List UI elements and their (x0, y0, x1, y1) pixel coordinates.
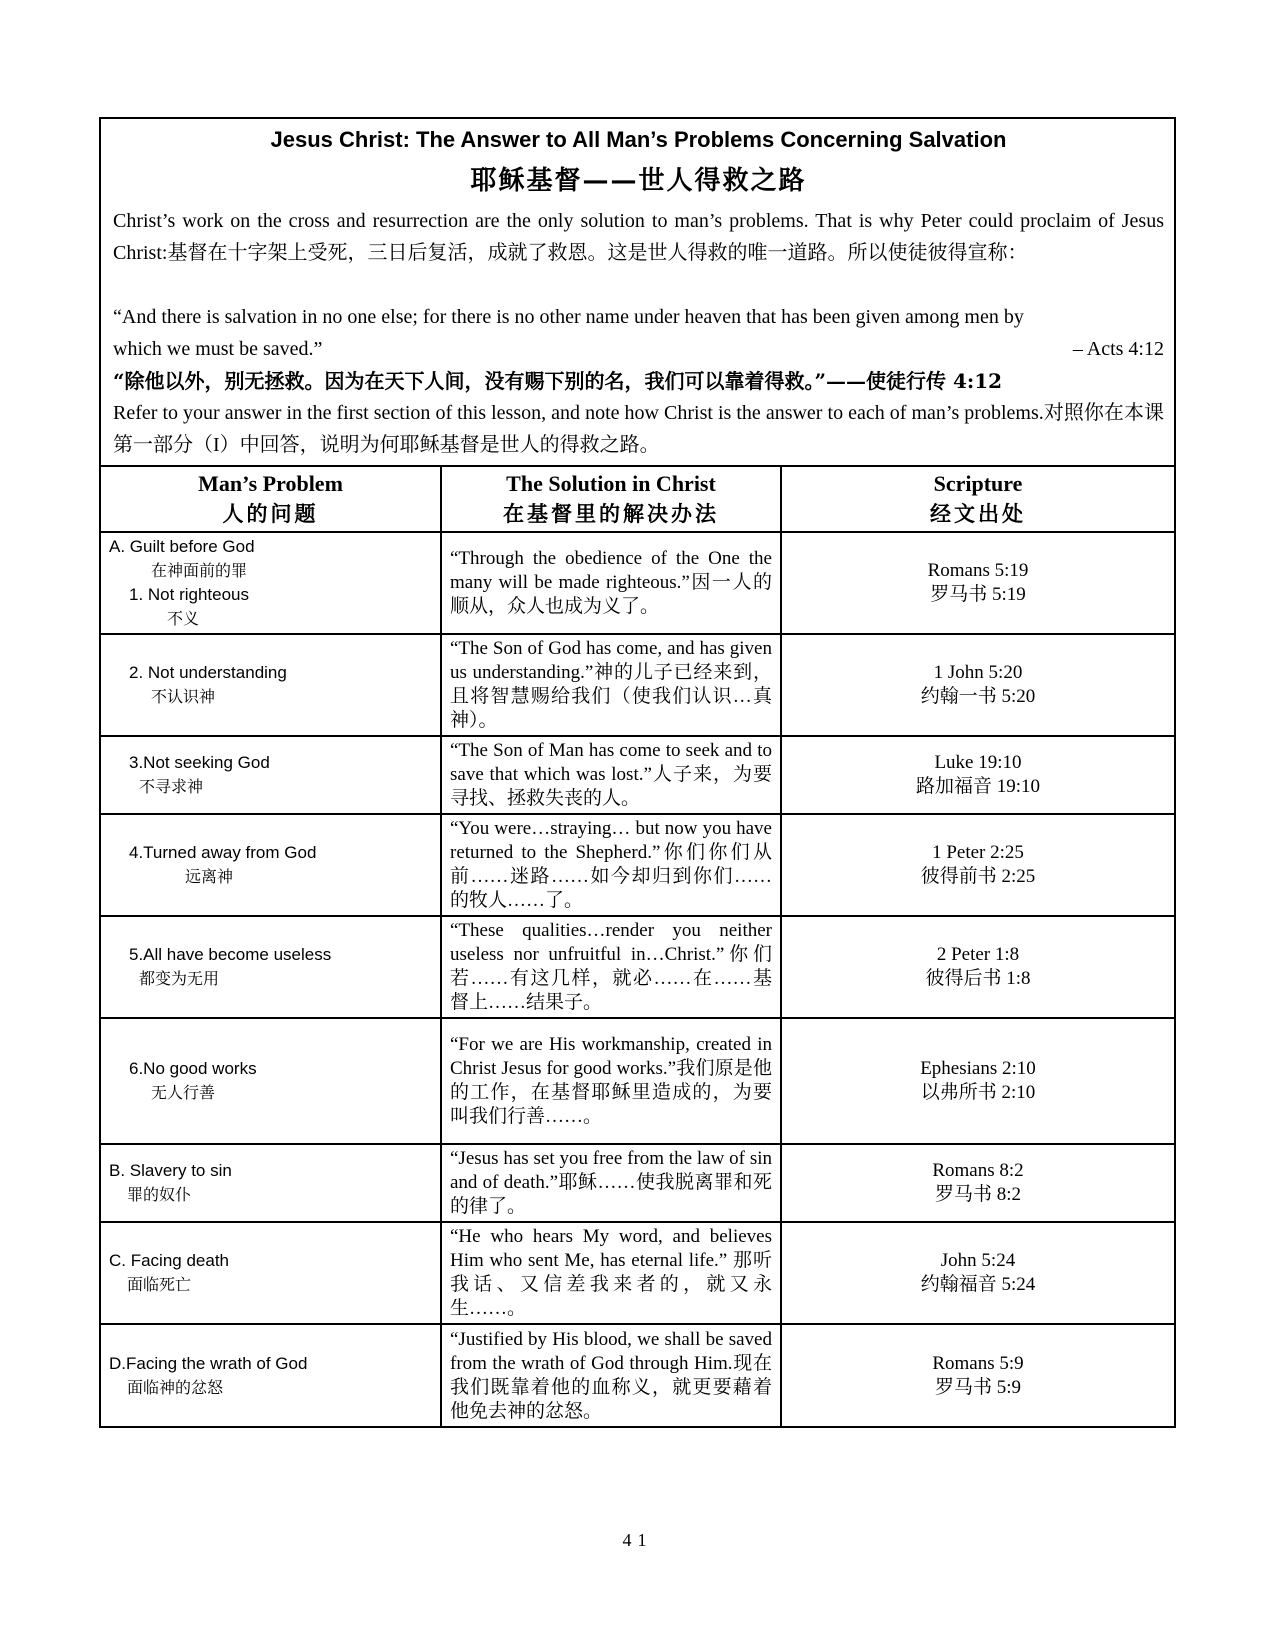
problem-main-zh: 在神面前的罪 (151, 561, 248, 580)
problem-cell (101, 814, 441, 916)
solution-cell: “The Son of God has come, and has given us understanding.”神的儿子已经来到，且将智慧赐给我们（使我们认识…真神）。 (441, 634, 781, 736)
problem-cell (101, 916, 441, 1018)
quote-english-line2-row (113, 333, 1164, 365)
solution-cell: “The Son of Man has come to seek and to save that which was lost.”人子来，为要寻找、拯救失丧的人。 (441, 736, 781, 814)
solution-cell: “Jesus has set you free from the law of sin and of death.”耶稣……使我脱离罪和死的律了。 (441, 1144, 781, 1222)
table-header-row (101, 466, 1174, 532)
scripture-cell (781, 1324, 1174, 1426)
scripture-zh: 以弗所书 2:10 (920, 1082, 1036, 1103)
scripture-zh: 路加福音 19:10 (915, 776, 1041, 797)
problem-sub-zh: 都变为无用 (139, 969, 220, 988)
table-row (101, 1324, 1174, 1426)
scripture-en: Ephesians 2:10 (920, 1058, 1036, 1079)
problem-sub-zh: 不义 (167, 609, 200, 628)
header-solution-en: The Solution in Christ (506, 471, 716, 496)
problem-cell (101, 634, 441, 736)
problem-sub-zh: 远离神 (185, 867, 234, 886)
quote-reference: – Acts 4:12 (1072, 338, 1164, 360)
header-solution-zh: 在基督里的解决办法 (503, 501, 719, 526)
problem-main-zh: 罪的奴仆 (127, 1185, 192, 1204)
header-section (101, 119, 1174, 465)
table-row (101, 814, 1174, 916)
page-frame (99, 117, 1176, 1428)
header-problem (101, 466, 441, 532)
solution-cell: “Justified by His blood, we shall be saved from the wrath of God through Him.现在我们既靠着他的血称义，就更要藉着他免去神的忿怒。 (441, 1324, 781, 1426)
table-row (101, 532, 1174, 634)
scripture-cell (781, 736, 1174, 814)
scripture-en: 1 Peter 2:25 (932, 842, 1024, 863)
problems-table (101, 465, 1174, 1426)
problem-sub: 2. Not understanding (129, 663, 287, 682)
title-chinese: 耶稣基督——世人得救之路 (470, 166, 807, 196)
header-problem-en: Man’s Problem (198, 471, 343, 496)
solution-cell: “For we are His workmanship, created in Christ Jesus for good works.”我们原是他的工作，在基督耶稣里造成的，为要叫我们行善……。 (441, 1018, 781, 1144)
scripture-en: Romans 5:9 (932, 1352, 1024, 1374)
table-row (101, 634, 1174, 736)
header-solution (441, 466, 781, 532)
problem-main: A. Guilt before God (109, 537, 255, 556)
scripture-zh: 彼得后书 1:8 (925, 968, 1031, 989)
quote-english-line2: which we must be saved.” (113, 338, 323, 360)
problem-main: D.Facing the wrath of God (109, 1353, 308, 1373)
solution-cell: “He who hears My word, and believes Him who sent Me, has eternal life.” 那听我话、又信差我来者的，就又永生……。 (441, 1222, 781, 1324)
scripture-cell (781, 1018, 1174, 1144)
table-row (101, 916, 1174, 1018)
scripture-zh: 罗马书 8:2 (934, 1184, 1022, 1205)
intro-paragraph: Christ’s work on the cross and resurrection are the only solution to man’s problems. That is why Peter could proclaim of Jesus Christ:基督在十字架上受死，三日后复活，成就了救恩。这是世人得救的唯一道路。所以使徒彼得宣称： (113, 210, 1164, 264)
scripture-en: Romans 8:2 (932, 1160, 1024, 1181)
page-number: 41 (622, 1530, 653, 1550)
scripture-en: Romans 5:19 (927, 560, 1029, 581)
header-scripture-en: Scripture (933, 471, 1023, 496)
header-problem-zh: 人的问题 (222, 501, 319, 526)
problem-cell (101, 1324, 441, 1426)
scripture-en: Luke 19:10 (934, 752, 1022, 773)
scripture-en: 2 Peter 1:8 (936, 944, 1020, 965)
table-row (101, 1222, 1174, 1324)
scripture-cell (781, 634, 1174, 736)
scripture-en: 1 John 5:20 (933, 662, 1023, 683)
problem-sub: 4.Turned away from God (129, 843, 317, 862)
problem-main: B. Slavery to sin (109, 1161, 232, 1180)
scripture-cell (781, 916, 1174, 1018)
scripture-zh: 约翰福音 5:24 (920, 1274, 1036, 1295)
title-english: Jesus Christ: The Answer to All Man’s Problems Concerning Salvation (270, 127, 1007, 152)
problem-main-zh: 面临死亡 (127, 1275, 192, 1294)
problem-sub-zh: 无人行善 (151, 1083, 216, 1102)
problem-cell (101, 532, 441, 634)
instruction-paragraph: Refer to your answer in the first section of this lesson, and note how Christ is the answer to each of man’s problems.对照你在本课第一部分（I）中回答，说明为何耶稣基督是世人的得救之路。 (113, 402, 1164, 456)
scripture-zh: 约翰一书 5:20 (920, 686, 1036, 707)
scripture-en: John 5:24 (940, 1250, 1016, 1271)
scripture-cell (781, 1144, 1174, 1222)
problem-sub: 6.No good works (129, 1059, 257, 1078)
problem-cell (101, 736, 441, 814)
problem-sub: 1. Not righteous (129, 585, 250, 604)
problem-cell (101, 1018, 441, 1144)
problem-sub: 5.All have become useless (129, 945, 332, 964)
solution-cell: “These qualities…render you neither useless nor unfruitful in…Christ.”你们若……有这几样，就必……在……基督上……结果子。 (441, 916, 781, 1018)
scripture-zh: 罗马书 5:19 (930, 584, 1026, 605)
table-row (101, 1018, 1174, 1144)
quote-chinese: “除他以外，别无拯救。因为在天下人间，没有赐下别的名，我们可以靠着得救。”——使徒行传 4:12 (113, 369, 1003, 393)
scripture-zh: 彼得前书 2:25 (920, 866, 1036, 887)
header-scripture (781, 466, 1174, 532)
problem-main: C. Facing death (109, 1251, 230, 1270)
scripture-cell (781, 1222, 1174, 1324)
header-scripture-zh: 经文出处 (930, 501, 1026, 526)
problem-cell (101, 1222, 441, 1324)
spacer (113, 269, 1164, 301)
quote-english-line1: “And there is salvation in no one else; for there is no other name under heaven that has been given among men by (113, 306, 1024, 328)
scripture-zh: 罗马书 5:9 (934, 1376, 1022, 1398)
table-row (101, 736, 1174, 814)
problem-sub-zh: 不寻求神 (139, 777, 204, 796)
scripture-cell (781, 814, 1174, 916)
table-row (101, 1144, 1174, 1222)
problem-main-zh: 面临神的忿怒 (127, 1377, 224, 1397)
solution-cell: “Through the obedience of the One the many will be made righteous.”因一人的顺从，众人也成为义了。 (441, 532, 781, 634)
problem-sub-zh: 不认识神 (151, 687, 216, 706)
solution-cell: “You were…straying… but now you have returned to the Shepherd.”你们你们从前……迷路……如今却归到你们……的牧人……了。 (441, 814, 781, 916)
problem-sub: 3.Not seeking God (129, 753, 270, 772)
scripture-cell (781, 532, 1174, 634)
problem-cell (101, 1144, 441, 1222)
